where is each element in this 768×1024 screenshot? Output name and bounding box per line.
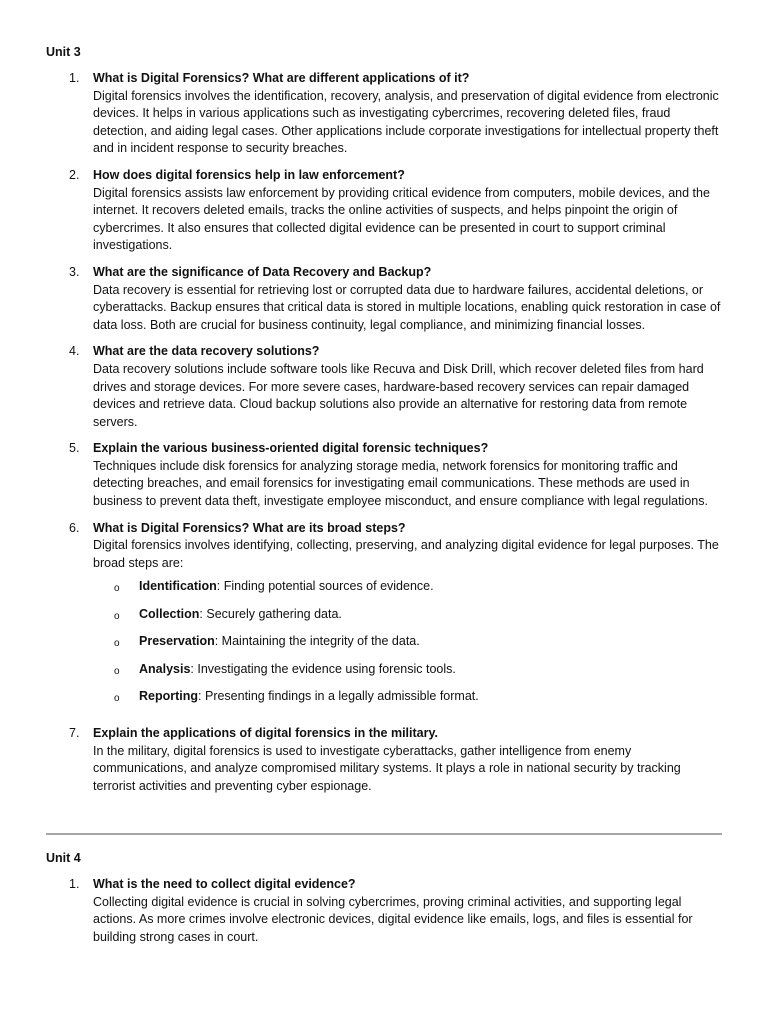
hollow-bullet-icon: o [114, 638, 120, 650]
step-item-analysis [93, 661, 721, 689]
question-answer: In the military, digital forensics is used to investigate cyberattacks, gather intelligence from enemy communications, and analyze compromised military systems. It plays a role in national security by tracking terrorist activities and preventing cyber espionage. [93, 743, 681, 793]
question-answer: Techniques include disk forensics for analyzing storage media, network forensics for monitoring traffic and detecting breaches, and email forensics for investigating email communications. These methods are used in business to prevent data theft, investigate employee misconduct, and ensure compliance with legal regulations. [93, 458, 708, 509]
question-title: Explain the various business-oriented digital forensic techniques? [93, 441, 489, 456]
hollow-bullet-icon: o [114, 610, 120, 622]
question-number: 1. [69, 71, 80, 85]
question-number: 4. [69, 344, 80, 359]
step-item-collection [93, 606, 721, 634]
question-item [0, 876, 768, 946]
step-term: Preservation [139, 634, 215, 649]
hollow-bullet-icon: o [114, 583, 120, 595]
question-answer: Digital forensics assists law enforcement by providing critical evidence from computers, mobile devices, and the internet. It recovers deleted emails, tracks the online activities of suspects, and helps pinpoint the origin of cybercrimes. It also ensures that collected digital evidence can be presented in court to support criminal investigations. [93, 185, 710, 253]
question-title: What are the significance of Data Recovery and Backup? [93, 264, 432, 279]
hollow-bullet-icon: o [114, 665, 120, 677]
question-number: 7. [69, 725, 80, 740]
step-term: Identification [139, 579, 217, 594]
question-title: Explain the applications of digital forensics in the military. [93, 725, 438, 740]
step-description: : Presenting findings in a legally admissible format. [198, 689, 479, 704]
hollow-bullet-icon: o [114, 693, 120, 705]
step-item-preservation [93, 633, 721, 661]
question-answer: Collecting digital evidence is crucial in solving cybercrimes, proving criminal activities, and supporting legal actions. As more crimes involve electronic devices, digital evidence like emails, logs, and files is essential for building strong cases in court. [93, 894, 693, 944]
question-title: What is Digital Forensics? What are its broad steps? [93, 520, 406, 535]
question-item [0, 440, 768, 510]
question-item [0, 264, 768, 334]
forensic-steps-list [93, 578, 721, 716]
question-title: What is the need to collect digital evidence? [93, 877, 356, 891]
step-description: : Securely gathering data. [199, 606, 342, 621]
question-answer: Digital forensics involves identifying, collecting, preserving, and analyzing digital evidence for legal purposes. The broad steps are: [93, 538, 719, 570]
question-item [0, 167, 768, 255]
question-number: 6. [69, 520, 80, 535]
question-number: 1. [69, 877, 80, 891]
question-answer: Digital forensics involves the identification, recovery, analysis, and preservation of digital evidence from electronic devices. It helps in various applications such as investigating cybercrimes, recovering deleted files, fraud detection, and aiding legal cases. Other applications include corporate investigations for intellectual property theft and in incident response to security breaches. [93, 88, 719, 156]
question-title: What are the data recovery solutions? [93, 344, 320, 359]
question-item [0, 520, 768, 716]
question-title: What is Digital Forensics? What are different applications of it? [93, 71, 470, 85]
step-term: Reporting [139, 689, 199, 704]
step-description: : Investigating the evidence using forensic tools. [190, 661, 456, 676]
question-number: 2. [69, 167, 80, 182]
step-description: : Maintaining the integrity of the data. [214, 634, 420, 649]
step-item-identification [93, 578, 721, 606]
question-answer: Data recovery solutions include software tools like Recuva and Disk Drill, which recover deleted files from hard drives and storage devices. For more severe cases, hardware-based recovery services can repair damaged devices and retrieve data. Cloud backup solutions also provide an alternative for restoring data from remote servers. [93, 361, 704, 429]
question-item [0, 70, 768, 158]
section-divider [46, 833, 722, 835]
unit-4-heading: Unit 4 [46, 851, 81, 865]
step-term: Analysis [139, 661, 191, 676]
step-item-reporting [93, 688, 721, 716]
question-item [0, 343, 768, 431]
question-title: How does digital forensics help in law enforcement? [93, 167, 405, 182]
unit-4-question-list [0, 876, 768, 955]
step-description: : Finding potential sources of evidence. [216, 579, 434, 594]
unit-3-question-list [0, 70, 768, 804]
question-item [0, 725, 768, 795]
unit-3-heading: Unit 3 [46, 45, 81, 59]
question-answer: Data recovery is essential for retrieving lost or corrupted data due to hardware failures, accidental deletions, or cyberattacks. Backup ensures that critical data is stored in multiple locations, enabling quick restoration in case of data loss. Both are crucial for business continuity, legal compliance, and minimizing financial losses. [93, 282, 721, 332]
question-number: 5. [69, 441, 80, 456]
step-term: Collection [139, 606, 200, 621]
question-number: 3. [69, 264, 80, 279]
